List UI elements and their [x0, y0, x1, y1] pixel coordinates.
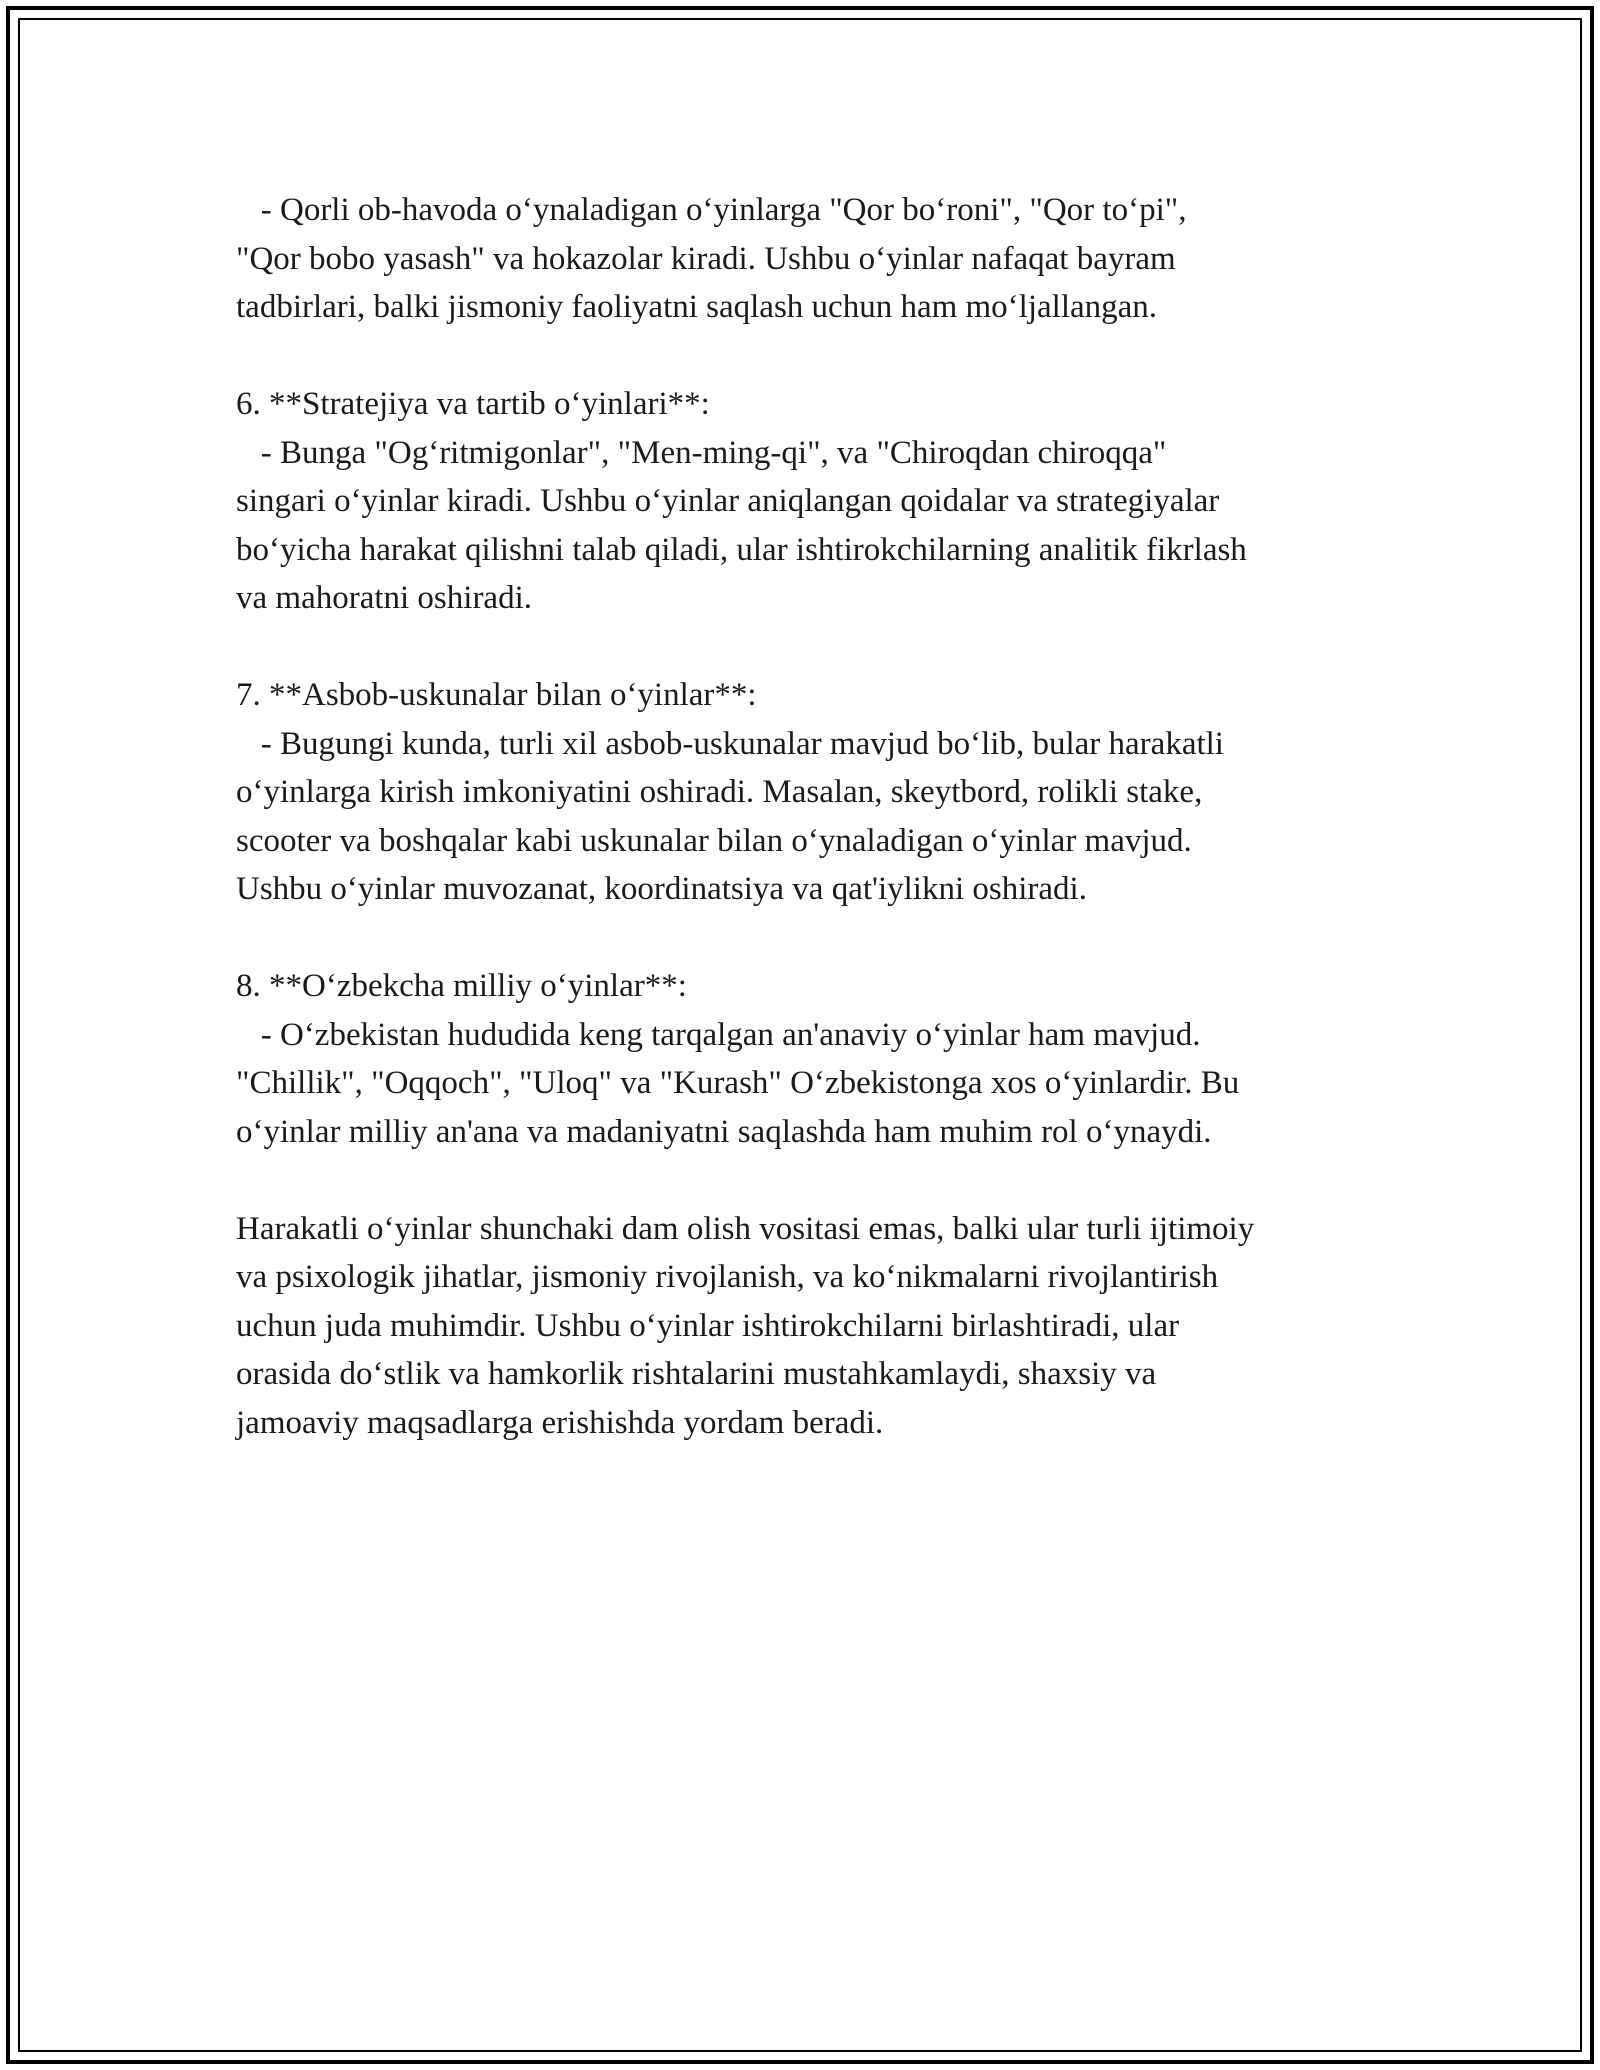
- text-line: jamoaviy maqsadlarga erishishda yordam beradi.: [236, 1404, 884, 1441]
- section-national-games: [236, 962, 1376, 1156]
- document-body: [236, 186, 1376, 1496]
- section-heading: 8. **O‘zbekcha milliy o‘yinlar**:: [236, 968, 687, 1004]
- paragraph-conclusion: [236, 1205, 1376, 1448]
- section-heading: 7. **Asbob-uskunalar bilan o‘yinlar**:: [236, 677, 757, 713]
- text-line: orasida do‘stlik va hamkorlik rishtalarini mustahkamlaydi, shaxsiy va: [236, 1356, 1157, 1392]
- text-line: - O‘zbekistan hududida keng tarqalgan an'anaviy o‘yinlar ham mavjud.: [236, 1016, 1201, 1053]
- text-line: tadbirlari, balki jismoniy faoliyatni saqlash uchun ham mo‘ljallangan.: [236, 289, 1158, 325]
- text-line: singari o‘yinlar kiradi. Ushbu o‘yinlar aniqlangan qoidalar va strategiyalar: [236, 483, 1220, 519]
- text-line: Harakatli o‘yinlar shunchaki dam olish vositasi emas, balki ular turli ijtimoiy: [236, 1210, 1255, 1247]
- section-heading: 6. **Stratejiya va tartib o‘yinlari**:: [236, 386, 710, 422]
- text-line: - Bugungi kunda, turli xil asbob-uskunalar mavjud bo‘lib, bular harakatli: [236, 725, 1224, 762]
- text-line: - Bunga "Og‘ritmigonlar", "Men-ming-qi", va "Chiroqdan chiroqqa": [236, 434, 1167, 471]
- text-line: "Chillik", "Oqqoch", "Uloq" va "Kurash" O‘zbekistonga xos o‘yinlardir. Bu: [236, 1065, 1240, 1101]
- text-line: va mahoratni oshiradi.: [236, 580, 533, 616]
- text-line: - Qorli ob-havoda o‘ynaladigan o‘yinlarga "Qor bo‘roni", "Qor to‘pi",: [236, 192, 1187, 228]
- text-line: bo‘yicha harakat qilishni talab qiladi, ular ishtirokchilarning analitik fikrlash: [236, 531, 1247, 568]
- text-line: uchun juda muhimdir. Ushbu o‘yinlar ishtirokchilarni birlashtiradi, ular: [236, 1307, 1180, 1344]
- section-equipment-games: [236, 671, 1376, 914]
- text-line: Ushbu o‘yinlar muvozanat, koordinatsiya va qat'iylikni oshiradi.: [236, 871, 1087, 907]
- text-line: "Qor bobo yasash" va hokazolar kiradi. Ushbu o‘yinlar nafaqat bayram: [236, 240, 1176, 277]
- text-line: scooter va boshqalar kabi uskunalar bilan o‘ynaladigan o‘yinlar mavjud.: [236, 822, 1192, 859]
- text-line: va psixologik jihatlar, jismoniy rivojlanish, va ko‘nikmalarni rivojlantirish: [236, 1259, 1219, 1295]
- section-strategy-games: [236, 380, 1376, 623]
- text-line: o‘yinlarga kirish imkoniyatini oshiradi. Masalan, skeytbord, rolikli stake,: [236, 774, 1203, 810]
- text-line: o‘yinlar milliy an'ana va madaniyatni saqlashda ham muhim rol o‘ynaydi.: [236, 1113, 1212, 1150]
- paragraph-snow-games: [236, 186, 1376, 332]
